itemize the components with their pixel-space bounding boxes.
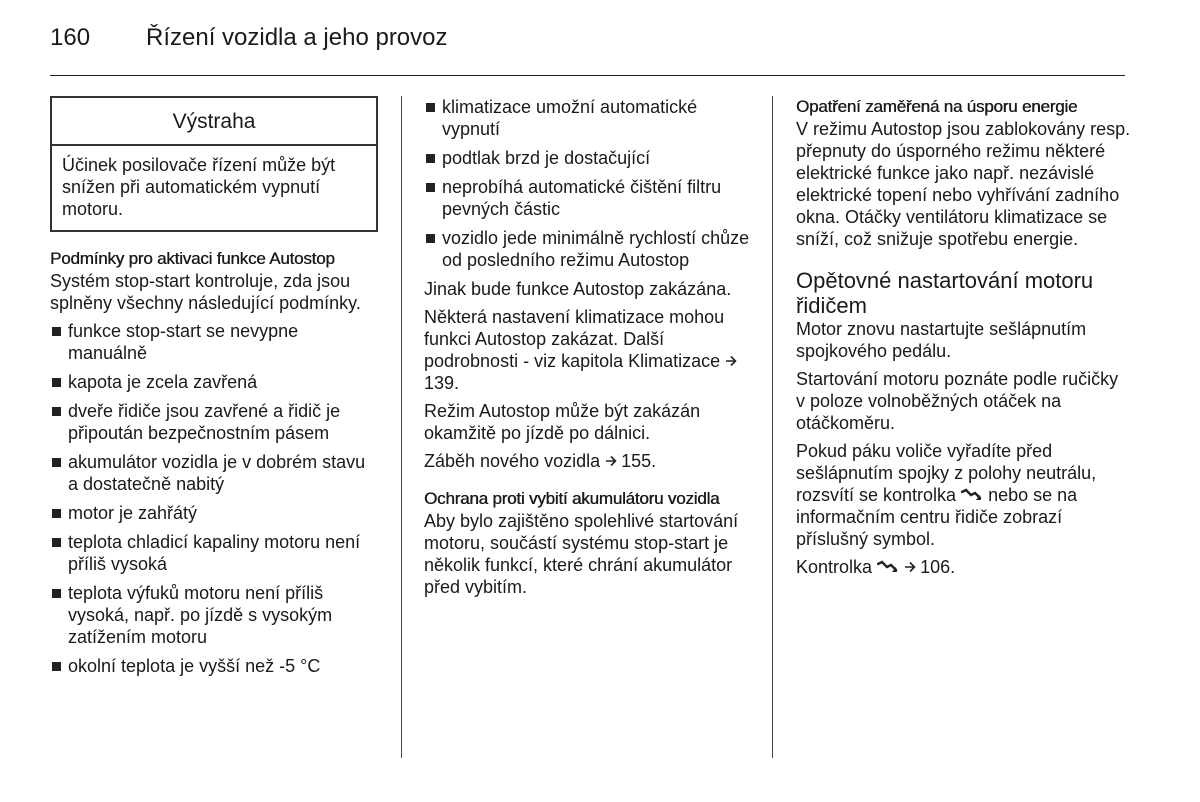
column-divider	[401, 96, 402, 758]
paragraph: Startování motoru poznáte podle ručičky v poloze volnoběžných otáček na otáčkoměru.	[796, 369, 1119, 433]
list-item: klimatizace umožní automatické vypnutí	[424, 96, 756, 140]
section-heading: Ochrana proti vybití akumulátoru vozidla	[424, 489, 720, 508]
list-item: teplota výfuků motoru není příliš vysoká, např. po jízdě s vysokým zatížením motoru	[50, 582, 380, 648]
autostop-indicator-lamp-icon	[877, 557, 899, 571]
page-title: Řízení vozidla a jeho provoz	[146, 24, 448, 51]
list-item: teplota chladicí kapaliny motoru není příliš vysoká	[50, 531, 380, 575]
bullet-list	[50, 320, 380, 677]
column-divider	[772, 96, 773, 758]
list-item: vozidlo jede minimálně rychlostí chůze od posledního režimu Autostop	[424, 227, 756, 271]
page-number: 160	[50, 24, 91, 51]
page-reference-arrow-icon	[605, 451, 619, 465]
page-reference-link[interactable]: 106.	[920, 557, 956, 577]
paragraph	[424, 306, 756, 394]
page-header	[50, 24, 448, 58]
paragraph	[424, 450, 756, 472]
paragraph: Jinak bude funkce Autostop zakázána.	[424, 279, 732, 299]
section-heading: Podmínky pro aktivaci funkce Autostop	[50, 249, 335, 268]
paragraph: Motor znovu nastartujte sešlápnutím spojkového pedálu.	[796, 319, 1087, 361]
page-reference-link[interactable]: 155.	[621, 451, 657, 471]
list-item: kapota je zcela zavřená	[50, 371, 380, 393]
section-heading-large: Opětovné nastartování motoru řidičem	[796, 268, 1094, 318]
page-reference-arrow-icon	[904, 557, 918, 571]
paragraph-text: nebo se na informačním centru řidiče zobrazí příslušný symbol.	[796, 485, 1078, 549]
header-rule	[50, 75, 1125, 76]
paragraph-text: Pokud páku voliče vyřadíte před sešlápnutím spojky z polohy neutrálu, rozsvítí se kontrolka	[796, 441, 1097, 505]
list-item: funkce stop-start se nevypne manuálně	[50, 320, 380, 364]
list-item: podtlak brzd je dostačující	[424, 147, 756, 169]
autostop-indicator-lamp-icon	[961, 485, 983, 499]
paragraph	[796, 556, 1131, 578]
warning-title: Výstraha	[52, 98, 376, 146]
page-reference-arrow-icon	[725, 351, 739, 365]
list-item: motor je zahřátý	[50, 502, 380, 524]
paragraph: Aby bylo zajištěno spolehlivé startování motoru, součástí systému stop-start je několik funkcí, které chrání akumulátor před vybitím.	[424, 511, 739, 597]
column-2	[424, 96, 756, 604]
paragraph-text: Některá nastavení klimatizace mohou funkci Autostop zakázat. Další podrobnosti - viz kapitola Klimatizace	[424, 307, 725, 371]
list-item: akumulátor vozidla je v dobrém stavu a dostatečně nabitý	[50, 451, 380, 495]
paragraph-text: Kontrolka	[796, 557, 873, 577]
paragraph: Režim Autostop může být zakázán okamžitě po jízdě po dálnici.	[424, 401, 701, 443]
list-item: okolní teplota je vyšší než -5 °C	[50, 655, 380, 677]
column-3	[796, 96, 1131, 584]
bullet-list	[424, 96, 756, 271]
warning-box	[50, 96, 378, 232]
list-item: dveře řidiče jsou zavřené a řidič je připoután bezpečnostním pásem	[50, 400, 380, 444]
list-item: neprobíhá automatické čištění filtru pevných částic	[424, 176, 756, 220]
page-reference-link[interactable]: 139.	[424, 373, 460, 393]
column-1	[50, 96, 380, 684]
paragraph	[796, 440, 1131, 550]
section-heading: Opatření zaměřená na úsporu energie	[796, 97, 1078, 116]
paragraph: Systém stop-start kontroluje, zda jsou splněny všechny následující podmínky.	[50, 271, 361, 313]
paragraph: V režimu Autostop jsou zablokovány resp. přepnuty do úsporného režimu některé elektrické funkce jako např. nezávislé elektrické topení nebo vyhřívání zadního okna. Otáčky ventilátoru klimatizace se sníží, což snižuje spotřebu energie.	[796, 119, 1131, 249]
paragraph-text: Záběh nového vozidla	[424, 451, 601, 471]
warning-body: Účinek posilovače řízení může být snížen při automatickém vypnutí motoru.	[62, 155, 336, 219]
